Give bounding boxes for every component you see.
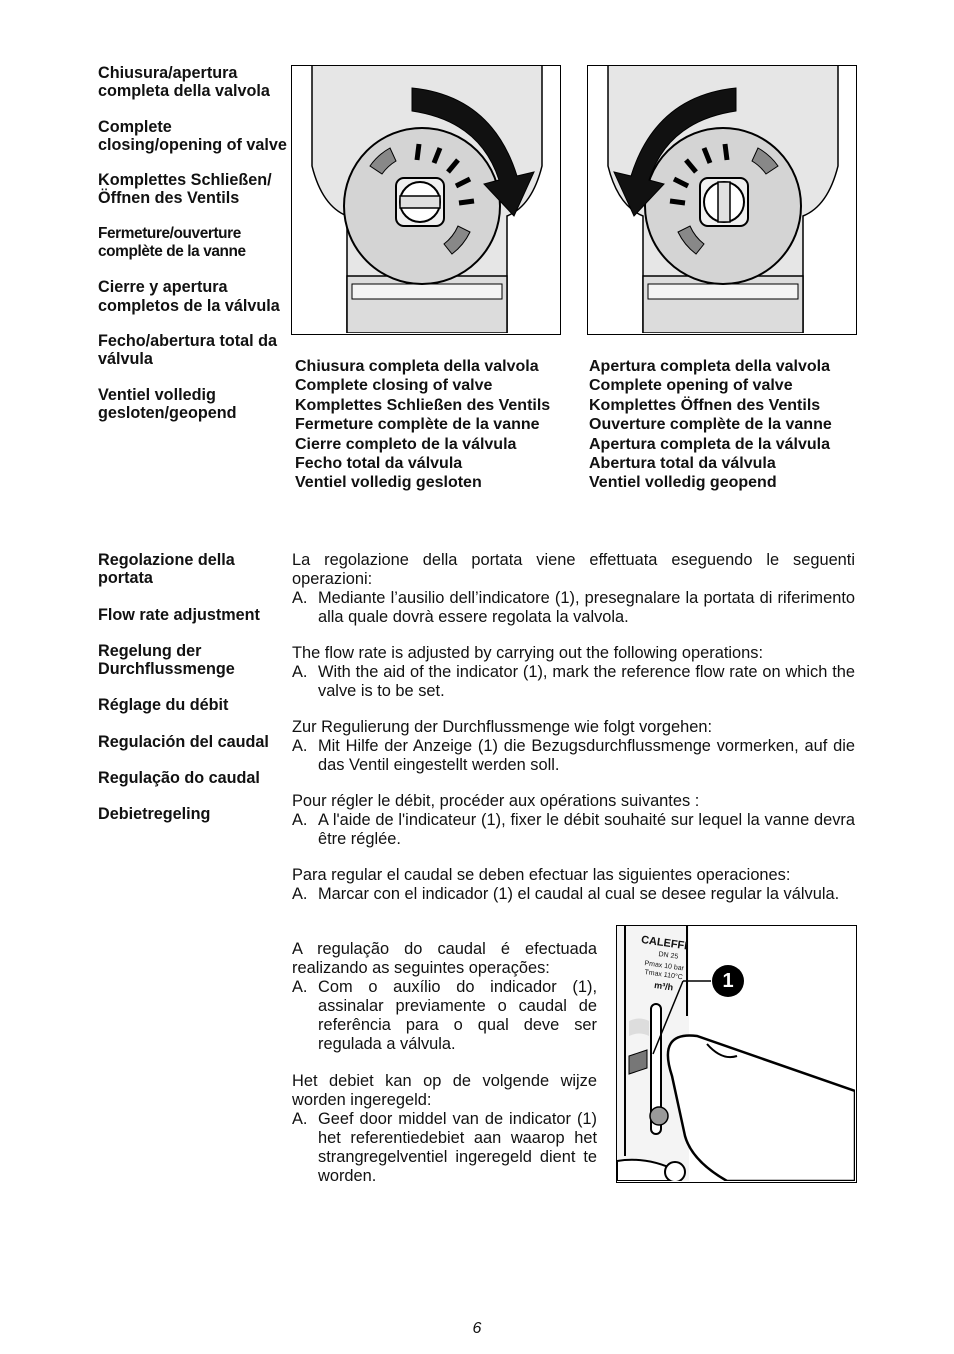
caption-line: Complete closing of valve bbox=[295, 377, 493, 395]
step-label: A. bbox=[292, 1110, 308, 1128]
caption-line: Cierre completo de la válvula bbox=[295, 435, 517, 453]
sidebar-heading: Regulación del caudal bbox=[98, 732, 269, 751]
callout-number: 1 bbox=[722, 970, 734, 992]
paragraph-de bbox=[292, 718, 855, 775]
caption-line: Ouverture complète de la vanne bbox=[589, 416, 832, 434]
paragraph-intro: La regolazione della portata viene effettuata eseguendo le seguenti operazioni: bbox=[292, 551, 855, 588]
step-label: A. bbox=[292, 885, 308, 903]
dn-label: DN 25 bbox=[658, 951, 679, 961]
step-text: Geef door middel van de indicator (1) het referentiedebiet aan waarop het strangregelventiel ingeregeld dient te worden. bbox=[318, 1110, 597, 1185]
sidebar-heading: Regulação do caudal bbox=[98, 769, 260, 788]
step-text: Mit Hilfe der Anzeige (1) die Bezugsdurchflussmenge vormerken, auf die das Ventil eingestellt werden soll. bbox=[318, 737, 855, 774]
paragraph-nl bbox=[292, 1072, 597, 1186]
unit-label: m³/h bbox=[653, 980, 674, 993]
brand-label: CALEFFI bbox=[640, 934, 689, 953]
paragraph-intro: Het debiet kan op de volgende wijze worden ingeregeld: bbox=[292, 1072, 597, 1109]
paragraph-en bbox=[292, 644, 855, 701]
caption-line: Ventiel volledig geopend bbox=[589, 474, 777, 492]
sidebar-closing-opening bbox=[98, 64, 288, 422]
sidebar-heading: Cierre y apertura completos de la válvula bbox=[98, 278, 280, 315]
sidebar-heading: Regelung der Durchflussmenge bbox=[98, 641, 235, 679]
step-label: A. bbox=[292, 663, 308, 681]
caption-line: Fecho total da válvula bbox=[295, 455, 463, 473]
paragraph-intro: Pour régler le débit, procéder aux opérations suivantes : bbox=[292, 792, 700, 810]
sidebar-flow-rate bbox=[98, 551, 288, 824]
sidebar-heading: Fermeture/ouverture complète de la vanne bbox=[98, 224, 246, 261]
paragraph-it bbox=[292, 551, 855, 627]
valve-closing-figure bbox=[291, 65, 561, 335]
step-label: A. bbox=[292, 811, 308, 829]
sidebar-heading: Complete closing/opening of valve bbox=[98, 117, 287, 154]
step-text: With the aid of the indicator (1), mark the reference flow rate on which the valve is to be set. bbox=[318, 663, 855, 700]
caption-line: Ventiel volledig gesloten bbox=[295, 474, 482, 492]
paragraph-intro: A regulação do caudal é efectuada realizando as seguintes operações: bbox=[292, 940, 597, 977]
paragraph-intro: Para regular el caudal se deben efectuar las siguientes operaciones: bbox=[292, 866, 791, 884]
sidebar-heading: Regolazione della portata bbox=[98, 551, 235, 588]
caption-line: Fermeture complète de la vanne bbox=[295, 416, 540, 434]
caption-line: Apertura completa della valvola bbox=[589, 358, 830, 375]
caption-line: Complete opening of valve bbox=[589, 377, 793, 395]
caption-line: Chiusura completa della valvola bbox=[295, 358, 539, 375]
sidebar-heading: Debietregeling bbox=[98, 805, 211, 824]
caption-closing bbox=[295, 357, 550, 493]
caption-line: Apertura completa de la válvula bbox=[589, 435, 830, 453]
step-label: A. bbox=[292, 737, 308, 755]
indicator-figure bbox=[616, 925, 857, 1183]
sidebar-heading: Komplettes Schließen/Öffnen des Ventils bbox=[98, 171, 272, 208]
caption-line: Abertura total da válvula bbox=[589, 455, 776, 473]
tmax-label: Tmax 110°C bbox=[644, 969, 684, 982]
paragraph-intro: Zur Regulierung der Durchflussmenge wie folgt vorgehen: bbox=[292, 718, 713, 736]
caption-line: Komplettes Öffnen des Ventils bbox=[589, 396, 821, 414]
pmax-label: Pmax 10 bar bbox=[644, 960, 685, 973]
sidebar-heading: Flow rate adjustment bbox=[98, 605, 260, 624]
paragraph-fr bbox=[292, 792, 855, 849]
step-text: Mediante l’ausilio dell’indicatore (1), presegnalare la portata di riferimento alla quale dovrà essere regolata la valvola. bbox=[318, 589, 855, 626]
sidebar-heading: Réglage du débit bbox=[98, 696, 229, 715]
paragraph-pt bbox=[292, 940, 597, 1054]
sidebar-heading: Fecho/abertura total da válvula bbox=[98, 331, 277, 369]
step-label: A. bbox=[292, 978, 308, 996]
step-text: Marcar con el indicador (1) el caudal al cual se desee regular la válvula. bbox=[318, 885, 840, 903]
step-label: A. bbox=[292, 589, 308, 607]
valve-opening-figure bbox=[587, 65, 857, 335]
paragraph-intro: The flow rate is adjusted by carrying out the following operations: bbox=[292, 644, 764, 662]
step-text: A l'aide de l'indicateur (1), fixer le débit souhaité sur lequel la vanne devra être réglée. bbox=[318, 811, 855, 848]
caption-opening bbox=[589, 357, 832, 493]
sidebar-heading: Ventiel volledig gesloten/geopend bbox=[98, 385, 237, 422]
sidebar-heading: Chiusura/apertura completa della valvola bbox=[98, 64, 270, 101]
caption-line: Komplettes Schließen des Ventils bbox=[295, 396, 551, 414]
paragraph-es bbox=[292, 866, 855, 904]
step-text: Com o auxílio do indicador (1), assinalar previamente o caudal de referência para o qual deve ser regulada a válvula. bbox=[318, 978, 597, 1053]
page-number: 6 bbox=[472, 1320, 482, 1337]
